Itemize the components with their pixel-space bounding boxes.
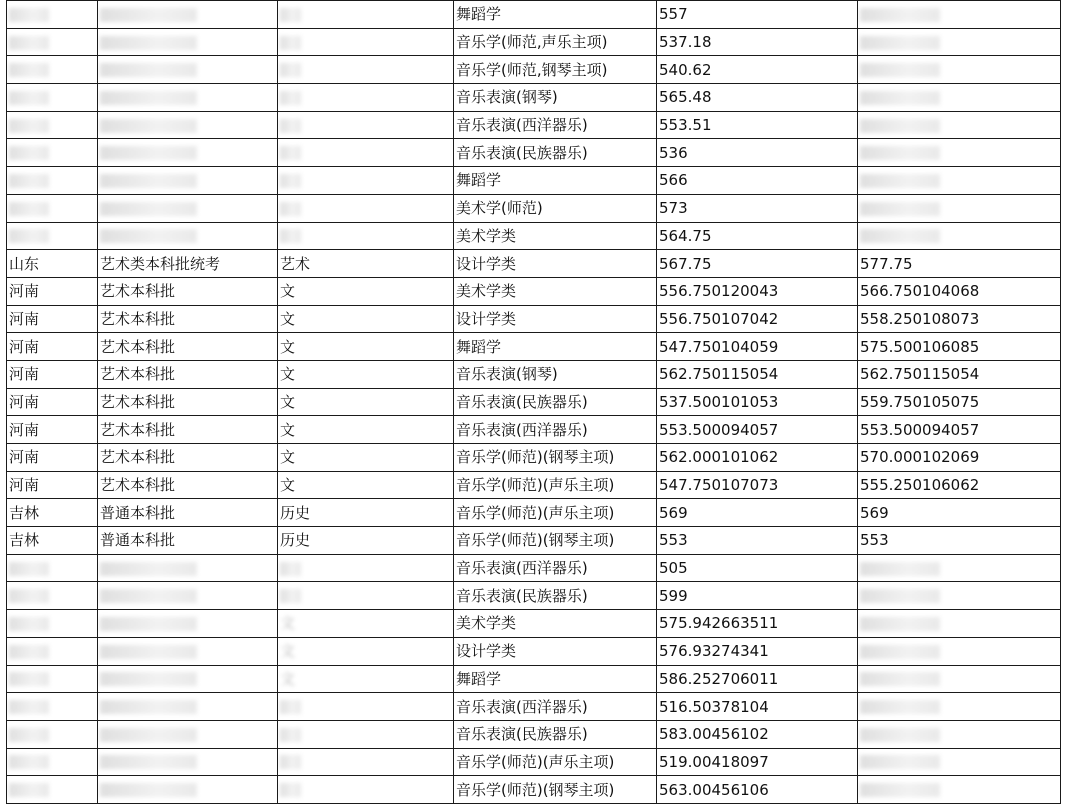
province-cell: 河南 <box>7 444 98 472</box>
subject-cell <box>278 720 454 748</box>
subject-cell <box>278 167 454 195</box>
batch-cell: 艺术本科批 <box>98 444 278 472</box>
redacted-block <box>100 8 197 22</box>
subject-cell <box>278 693 454 721</box>
max-score-cell: 555.250106062 <box>858 471 1061 499</box>
redacted-block <box>860 119 940 133</box>
province-cell <box>7 637 98 665</box>
major-cell: 音乐表演(民族器乐) <box>454 720 657 748</box>
redacted-block <box>9 728 49 742</box>
major-cell: 音乐表演(民族器乐) <box>454 582 657 610</box>
redacted-block <box>100 202 197 216</box>
redacted-block <box>100 229 197 243</box>
table-row <box>7 28 1061 56</box>
min-score-cell: 536 <box>657 139 858 167</box>
major-cell: 音乐学(师范)(声乐主项) <box>454 471 657 499</box>
batch-cell: 普通本科批 <box>98 499 278 527</box>
table-row <box>7 554 1061 582</box>
table-row <box>7 720 1061 748</box>
redacted-block <box>100 728 197 742</box>
province-cell: 河南 <box>7 277 98 305</box>
redacted-block <box>100 645 197 659</box>
province-cell <box>7 111 98 139</box>
max-score-cell <box>858 610 1061 638</box>
province-cell <box>7 693 98 721</box>
subject-cell <box>278 56 454 84</box>
batch-cell <box>98 139 278 167</box>
batch-cell: 普通本科批 <box>98 527 278 555</box>
redacted-block <box>100 63 197 77</box>
table-row <box>7 776 1061 804</box>
min-score-cell: 516.50378104 <box>657 693 858 721</box>
redacted-block <box>280 8 301 22</box>
min-score-cell: 556.750120043 <box>657 277 858 305</box>
min-score-cell: 564.75 <box>657 222 858 250</box>
table-row <box>7 582 1061 610</box>
major-cell: 音乐学(师范)(钢琴主项) <box>454 527 657 555</box>
table-row <box>7 444 1061 472</box>
subject-cell <box>278 637 454 665</box>
redacted-block <box>9 755 49 769</box>
min-score-cell: 537.500101053 <box>657 388 858 416</box>
major-cell: 舞蹈学 <box>454 167 657 195</box>
min-score-cell: 505 <box>657 554 858 582</box>
redacted-block <box>9 174 49 188</box>
subject-cell <box>278 222 454 250</box>
table-row <box>7 194 1061 222</box>
subject-cell: 文 <box>278 360 454 388</box>
min-score-cell: 556.750107042 <box>657 305 858 333</box>
redacted-block <box>100 36 197 50</box>
province-cell <box>7 665 98 693</box>
table-row <box>7 693 1061 721</box>
major-cell: 音乐学(师范)(声乐主项) <box>454 499 657 527</box>
min-score-cell: 540.62 <box>657 56 858 84</box>
score-table <box>6 0 1061 804</box>
redacted-block <box>100 174 197 188</box>
batch-cell <box>98 693 278 721</box>
min-score-cell: 537.18 <box>657 28 858 56</box>
redacted-block <box>860 202 940 216</box>
min-score-cell: 583.00456102 <box>657 720 858 748</box>
province-cell <box>7 194 98 222</box>
redacted-block <box>100 562 197 576</box>
redacted-block <box>860 91 940 105</box>
redacted-block <box>9 562 49 576</box>
major-cell: 舞蹈学 <box>454 333 657 361</box>
province-cell <box>7 776 98 804</box>
redacted-block <box>280 229 301 243</box>
redacted-block <box>280 91 301 105</box>
province-cell <box>7 56 98 84</box>
redacted-block <box>280 783 301 797</box>
province-cell <box>7 1 98 29</box>
batch-cell: 艺术本科批 <box>98 388 278 416</box>
redacted-block <box>280 755 301 769</box>
batch-cell <box>98 167 278 195</box>
min-score-cell: 586.252706011 <box>657 665 858 693</box>
redacted-block <box>9 8 49 22</box>
redacted-block <box>9 700 49 714</box>
batch-cell <box>98 28 278 56</box>
subject-cell: 文 <box>278 416 454 444</box>
batch-cell <box>98 720 278 748</box>
subject-cell: 文 <box>278 277 454 305</box>
redacted-block <box>280 589 301 603</box>
major-cell: 音乐表演(西洋器乐) <box>454 554 657 582</box>
major-cell: 音乐表演(钢琴) <box>454 84 657 112</box>
redacted-block <box>280 63 301 77</box>
redacted-block <box>280 562 301 576</box>
batch-cell: 艺术本科批 <box>98 471 278 499</box>
batch-cell: 艺术本科批 <box>98 277 278 305</box>
province-cell: 吉林 <box>7 499 98 527</box>
batch-cell <box>98 84 278 112</box>
redacted-block <box>280 700 301 714</box>
subject-cell <box>278 665 454 693</box>
redacted-block <box>860 672 940 686</box>
min-score-cell: 599 <box>657 582 858 610</box>
redacted-block <box>9 617 49 631</box>
batch-cell: 艺术本科批 <box>98 333 278 361</box>
batch-cell: 艺术本科批 <box>98 360 278 388</box>
redacted-block <box>9 672 49 686</box>
table-row <box>7 139 1061 167</box>
province-cell <box>7 222 98 250</box>
batch-cell <box>98 582 278 610</box>
batch-cell <box>98 748 278 776</box>
min-score-cell: 566 <box>657 167 858 195</box>
max-score-cell: 553.500094057 <box>858 416 1061 444</box>
province-cell <box>7 139 98 167</box>
table-row <box>7 499 1061 527</box>
redacted-block <box>860 728 940 742</box>
redacted-block <box>9 63 49 77</box>
redacted-block <box>280 728 301 742</box>
redacted-block <box>100 91 197 105</box>
redacted-block <box>860 617 940 631</box>
batch-cell: 艺术类本科批统考 <box>98 250 278 278</box>
redacted-block <box>100 589 197 603</box>
max-score-cell <box>858 554 1061 582</box>
min-score-cell: 575.942663511 <box>657 610 858 638</box>
table-row <box>7 1 1061 29</box>
subject-cell: 历史 <box>278 499 454 527</box>
max-score-cell <box>858 84 1061 112</box>
min-score-cell: 565.48 <box>657 84 858 112</box>
max-score-cell: 570.000102069 <box>858 444 1061 472</box>
max-score-cell <box>858 28 1061 56</box>
min-score-cell: 553.500094057 <box>657 416 858 444</box>
min-score-cell: 547.750107073 <box>657 471 858 499</box>
major-cell: 设计学类 <box>454 637 657 665</box>
major-cell: 美术学(师范) <box>454 194 657 222</box>
max-score-cell: 577.75 <box>858 250 1061 278</box>
province-cell <box>7 28 98 56</box>
batch-cell: 艺术本科批 <box>98 416 278 444</box>
subject-cell <box>278 28 454 56</box>
redacted-block <box>9 645 49 659</box>
table-row <box>7 360 1061 388</box>
subject-cell <box>278 111 454 139</box>
redacted-block <box>860 589 940 603</box>
redacted-block <box>9 119 49 133</box>
subject-cell <box>278 582 454 610</box>
batch-cell <box>98 637 278 665</box>
max-score-cell <box>858 637 1061 665</box>
province-cell: 山东 <box>7 250 98 278</box>
redacted-block <box>280 174 301 188</box>
redacted-block <box>100 783 197 797</box>
redacted-block <box>100 755 197 769</box>
table-row <box>7 111 1061 139</box>
max-score-cell <box>858 194 1061 222</box>
major-cell: 音乐学(师范,钢琴主项) <box>454 56 657 84</box>
province-cell <box>7 554 98 582</box>
batch-cell <box>98 1 278 29</box>
batch-cell: 艺术本科批 <box>98 305 278 333</box>
redacted-block <box>9 202 49 216</box>
min-score-cell: 562.000101062 <box>657 444 858 472</box>
min-score-cell: 562.750115054 <box>657 360 858 388</box>
redacted-block <box>860 562 940 576</box>
redacted-block <box>860 36 940 50</box>
major-cell: 美术学类 <box>454 222 657 250</box>
table-row <box>7 665 1061 693</box>
min-score-cell: 569 <box>657 499 858 527</box>
table-row <box>7 610 1061 638</box>
max-score-cell <box>858 776 1061 804</box>
redacted-block <box>9 783 49 797</box>
major-cell: 音乐学(师范)(钢琴主项) <box>454 776 657 804</box>
table-row <box>7 637 1061 665</box>
redacted-block <box>280 146 301 160</box>
major-cell: 音乐表演(民族器乐) <box>454 388 657 416</box>
subject-cell <box>278 194 454 222</box>
min-score-cell: 576.93274341 <box>657 637 858 665</box>
max-score-cell <box>858 139 1061 167</box>
redacted-block <box>9 91 49 105</box>
max-score-cell: 566.750104068 <box>858 277 1061 305</box>
province-cell: 河南 <box>7 305 98 333</box>
table-row <box>7 277 1061 305</box>
max-score-cell <box>858 693 1061 721</box>
major-cell: 设计学类 <box>454 305 657 333</box>
table-row <box>7 305 1061 333</box>
table-row <box>7 471 1061 499</box>
redacted-block <box>860 174 940 188</box>
major-cell: 音乐表演(西洋器乐) <box>454 693 657 721</box>
batch-cell <box>98 610 278 638</box>
redacted-block <box>860 783 940 797</box>
min-score-cell: 557 <box>657 1 858 29</box>
redacted-block <box>100 672 197 686</box>
major-cell: 音乐表演(西洋器乐) <box>454 416 657 444</box>
max-score-cell <box>858 1 1061 29</box>
batch-cell <box>98 665 278 693</box>
subject-cell <box>278 748 454 776</box>
province-cell <box>7 84 98 112</box>
table-row <box>7 333 1061 361</box>
major-cell: 美术学类 <box>454 610 657 638</box>
redacted-block <box>860 755 940 769</box>
redacted-block <box>280 119 301 133</box>
max-score-cell: 575.500106085 <box>858 333 1061 361</box>
redacted-block <box>9 146 49 160</box>
subject-text: 文 <box>280 614 296 633</box>
major-cell: 音乐表演(西洋器乐) <box>454 111 657 139</box>
subject-cell: 艺术 <box>278 250 454 278</box>
max-score-cell <box>858 222 1061 250</box>
max-score-cell <box>858 167 1061 195</box>
max-score-cell: 569 <box>858 499 1061 527</box>
subject-cell: 文 <box>278 471 454 499</box>
score-table-body <box>7 1 1061 804</box>
table-row <box>7 416 1061 444</box>
max-score-cell: 562.750115054 <box>858 360 1061 388</box>
max-score-cell: 558.250108073 <box>858 305 1061 333</box>
subject-cell <box>278 1 454 29</box>
major-cell: 音乐学(师范)(声乐主项) <box>454 748 657 776</box>
redacted-block <box>860 229 940 243</box>
redacted-block <box>860 700 940 714</box>
redacted-block <box>860 63 940 77</box>
max-score-cell <box>858 56 1061 84</box>
redacted-block <box>860 8 940 22</box>
subject-cell <box>278 84 454 112</box>
min-score-cell: 563.00456106 <box>657 776 858 804</box>
batch-cell <box>98 222 278 250</box>
redacted-block <box>9 589 49 603</box>
province-cell: 吉林 <box>7 527 98 555</box>
table-row <box>7 167 1061 195</box>
redacted-block <box>860 645 940 659</box>
batch-cell <box>98 56 278 84</box>
major-cell: 设计学类 <box>454 250 657 278</box>
major-cell: 音乐学(师范)(钢琴主项) <box>454 444 657 472</box>
min-score-cell: 567.75 <box>657 250 858 278</box>
province-cell: 河南 <box>7 416 98 444</box>
table-row <box>7 84 1061 112</box>
major-cell: 音乐学(师范,声乐主项) <box>454 28 657 56</box>
redacted-block <box>100 146 197 160</box>
redacted-block <box>9 36 49 50</box>
subject-cell: 文 <box>278 388 454 416</box>
province-cell: 河南 <box>7 333 98 361</box>
province-cell <box>7 582 98 610</box>
subject-cell: 历史 <box>278 527 454 555</box>
min-score-cell: 553.51 <box>657 111 858 139</box>
table-row <box>7 527 1061 555</box>
table-row <box>7 748 1061 776</box>
subject-cell: 文 <box>278 444 454 472</box>
subject-cell: 文 <box>278 305 454 333</box>
min-score-cell: 519.00418097 <box>657 748 858 776</box>
major-cell: 美术学类 <box>454 277 657 305</box>
subject-text: 文 <box>280 669 296 688</box>
province-cell: 河南 <box>7 388 98 416</box>
max-score-cell: 553 <box>858 527 1061 555</box>
subject-cell: 文 <box>278 333 454 361</box>
table-row <box>7 250 1061 278</box>
batch-cell <box>98 776 278 804</box>
batch-cell <box>98 194 278 222</box>
subject-cell <box>278 554 454 582</box>
province-cell <box>7 610 98 638</box>
max-score-cell: 559.750105075 <box>858 388 1061 416</box>
redacted-block <box>100 700 197 714</box>
redacted-block <box>280 36 301 50</box>
major-cell: 舞蹈学 <box>454 665 657 693</box>
subject-cell <box>278 139 454 167</box>
province-cell <box>7 748 98 776</box>
subject-cell <box>278 776 454 804</box>
major-cell: 舞蹈学 <box>454 1 657 29</box>
batch-cell <box>98 554 278 582</box>
major-cell: 音乐表演(钢琴) <box>454 360 657 388</box>
redacted-block <box>100 617 197 631</box>
max-score-cell <box>858 111 1061 139</box>
subject-text: 文 <box>280 642 296 661</box>
table-row <box>7 388 1061 416</box>
max-score-cell <box>858 720 1061 748</box>
province-cell <box>7 720 98 748</box>
min-score-cell: 547.750104059 <box>657 333 858 361</box>
max-score-cell <box>858 665 1061 693</box>
table-row <box>7 56 1061 84</box>
table-row <box>7 222 1061 250</box>
redacted-block <box>860 146 940 160</box>
max-score-cell <box>858 748 1061 776</box>
subject-cell <box>278 610 454 638</box>
min-score-cell: 573 <box>657 194 858 222</box>
redacted-block <box>280 202 301 216</box>
province-cell <box>7 167 98 195</box>
batch-cell <box>98 111 278 139</box>
redacted-block <box>100 119 197 133</box>
major-cell: 音乐表演(民族器乐) <box>454 139 657 167</box>
redacted-block <box>9 229 49 243</box>
max-score-cell <box>858 582 1061 610</box>
province-cell: 河南 <box>7 471 98 499</box>
min-score-cell: 553 <box>657 527 858 555</box>
province-cell: 河南 <box>7 360 98 388</box>
